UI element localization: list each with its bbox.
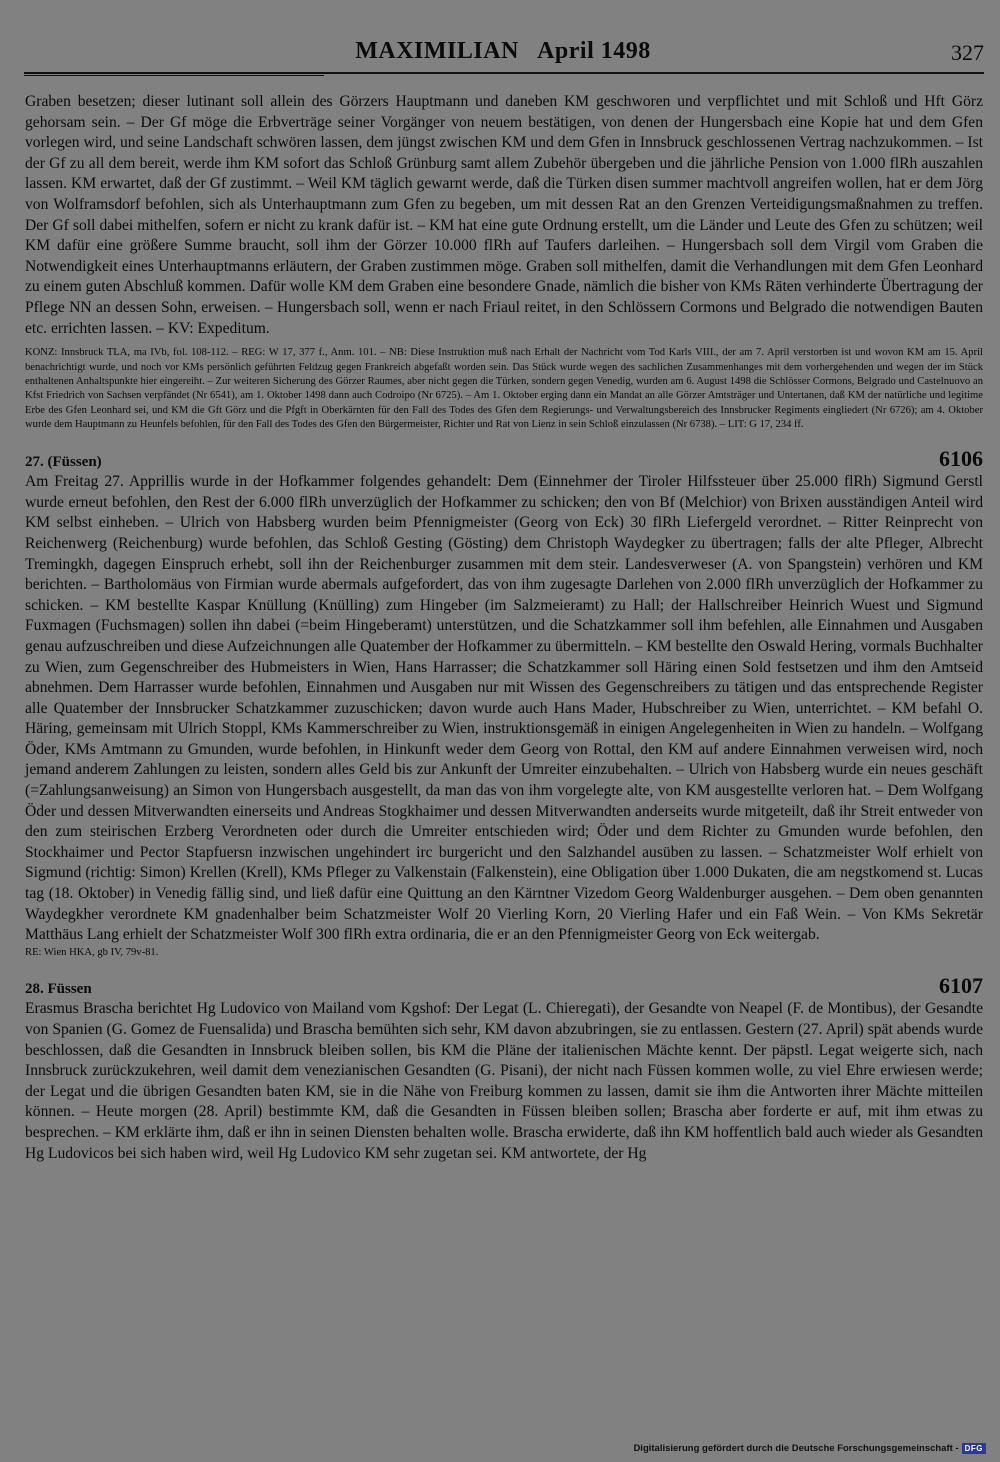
header-rule-thin (24, 75, 324, 76)
dfg-logo: DFG (962, 1443, 986, 1454)
entry-heading (25, 972, 983, 1000)
entry-continued (25, 92, 983, 433)
header-rule (24, 72, 984, 74)
entry-6106 (25, 445, 983, 960)
notes-paragraph: KONZ: Innsbruck TLA, ma IVb, fol. 108-112. – REG: W 17, 377 f., Anm. 101. – NB: Diese Instruktion muß nach Erhalt der Nachricht vom Tod Karls VIII., der am 7. April verstorben ist und wovon KM am 15. April benachrichtigt wurde, und noch vor KMs persönlich geführten Feldzug gegen Frankreich abgefaßt worden sein. Das Stück wurde wegen des sachlichen Zusammenhanges mit dem vorhergehenden und wegen der im Stück enthaltenen Anhaltspunkte hier eingereiht. – Zur weiteren Sicherung des Görzer Raumes, aber nicht gegen die Türken, sondern gegen Venedig, wurden am 6. August 1498 die Schlösser Cormons, Belgrado und Castelnuovo an Kfst Friedrich von Sachsen verpfändet (Nr 6541), am 1. Oktober 1498 dann auch Codroipo (Nr 6725). – Am 1. Oktober erging dann ein Mandat an alle Görzer Amtsträger und Untertanen, daß KM der natürliche und legitime Erbe des Gfen Leonhard sei, und KM die Gft Görz und die Pfgft in Oberkärnten für den Fall des Todes des Gfen dem Regierungs- und Verwaltungsbereich des Innsbrucker Regiments eingliedert (Nr 6726); am 4. Oktober wurde dem Hauptmann zu Heunfels befohlen, für den Fall des Todes des Gfen den Bürgermeister, Richter und Rat von Lienz in sein Schloß einzulassen (Nr 6738). – LIT: G 17, 234 ff. (25, 347, 983, 431)
entry-6107 (25, 972, 983, 1164)
entry-place-date: 27. (Füssen) (25, 453, 102, 470)
entry-reference: RE: Wien HKA, gb IV, 79v-81. (25, 946, 159, 958)
page-header (22, 38, 984, 68)
entry-continued-paragraph: Graben besetzen; dieser lutinant soll allein des Görzers Hauptmann und daneben KM geschworen und verpflichtet und mit Schloß und Hft Görz gehorsam sein. – Der Gf möge die Erbverträge seiner Vorgänger von neuem bestätigen, von denen der Hungersbach eine Kopie hat und dem Gfen vorlegen wird, und seine Landschaft schwören lassen, dem jüngst zwischen KM und dem Gfen in Innsbruck geschlossenen Vertrag nachzukommen. – Ist der Gf zu all dem bereit, werde ihm KM sofort das Schloß Grünburg samt allem Zubehör übergeben und die jährliche Pension von 1.000 flRh auszahlen lassen. KM erwartet, daß der Gf zustimmt. – Weil KM täglich gewarnt werde, daß die Türken disen summer machtvoll angreifen wollen, hat er dem Jörg von Wolframsdorf befohlen, sich als Unterhauptmann zum Gfen zu begeben, um mit dessen Rat an den Grenzen Verteidigungsmaßnahmen zu treffen. Der Gf soll dabei mithelfen, sofern er nicht zu krank dafür ist. – KM hat eine gute Ordnung erstellt, um die Länder und Leute des Gfen zu schützen; weil KM dafür eine größere Summe braucht, soll ihm der Görzer 10.000 flRh auf Taufers darleihen. – Hungersbach soll dem Virgil vom Graben die Notwendigkeit eines Unterhauptmanns erläutern, der Graben zustimmen möge. Graben soll mithelfen, damit die Verhandlungen mit dem Gfen Leonhard zu einem guten Abschluß kommen. Dafür wolle KM dem Graben eine besondere Gnade, nämlich die bisher von KMs Räten verhinderte Übertragung der Pflege NN an dessen Sohn, erweisen. – Hungersbach soll, wenn er nach Friaul reitet, in den Schlössern Cormons und Belgrado die notwendigen Bauten etc. errichten lassen. – KV: Expeditum. (25, 93, 983, 337)
entry-heading (25, 445, 983, 473)
entry-place-date: 28. Füssen (25, 980, 92, 997)
entry-continued-notes (25, 346, 983, 432)
credit-text: Digitalisierung gefördert durch die Deutsche Forschungsgemeinschaft - (633, 1443, 959, 1454)
running-title: MAXIMILIAN April 1498 (355, 38, 651, 64)
digitization-credit (633, 1443, 986, 1454)
entry-number: 6106 (939, 445, 983, 471)
page-body (25, 92, 983, 1164)
entry-number: 6107 (939, 972, 983, 998)
entry-paragraph: Am Freitag 27. Apprillis wurde in der Hofkammer folgendes gehandelt: Dem (Einnehmer der Tiroler Hilfssteuer über 25.000 flRh) Sigmund Gerstl wurde erneut befohlen, den Rest der 6.000 flRh unverzüglich der Hofkammer zu schicken; den von Bf (Melchior) von Brixen ausständigen Anteil wird KM selbst einheben. – Ulrich von Habsberg wurden beim Pfennigmeister (Georg von Eck) 30 flRh Liefergeld verordnet. – Ritter Reinprecht von Reichenwerg (Reichenburg) wurde befohlen, das Schloß Gesting (Gösting) dem Christoph Waydegker zu übertragen; falls der alte Pfleger, Albrecht Tremingkh, dagegen Einspruch erhebt, soll ihn der Reichenburger zusammen mit dem steir. Landesverweser (A. von Spangstein) verhören und KM berichten. – Bartholomäus von Firmian wurde abermals aufgefordert, das von ihm zugesagte Darlehen von 2.000 flRh unverzüglich der Hofkammer zu schicken. – KM bestellte Kaspar Knüllung (Knülling) zum Hingeber (im Salzmeieramt) zu Hall; der Hallschreiber Heinrich Wuest und Sigmund Fuxmagen (Fuchsmagen) sollen ihn dabei (=beim Hingeberamt) unterstützen, und die Schatzkammer soll ihm befehlen, alle Einnahmen und Ausgaben genau aufzuschreiben und diese Aufzeichnungen alle Quatember der Hofkammer zu übermitteln. – KM bestellte den Oswald Hering, vormals Buchhalter zu Wien, zum Gegenschreiber des Hubmeisters in Wien, Hans Harrasser; die Schatzkammer soll Häring einen Sold festsetzen und ihm den Amtseid abnehmen. Dem Harrasser wurde befohlen, Einnahmen und Ausgaben nur mit Wissen des Gegenschreibers zu tätigen und das entsprechende Register alle Quatember der Innsbrucker Schatzkammer zuzuschicken; davon wurde auch Hans Mader, Hubschreiber zu Wien, unterrichtet. – KM befahl O. Häring, gemeinsam mit Ulrich Stoppl, KMs Kammerschreiber zu Wien, instruktionsgemäß in einigen Angelegenheiten in Wien zu handeln. – Wolfgang Öder, KMs Amtmann zu Gmunden, wurde befohlen, in Hinkunft weder dem Georg von Rottal, den KM auf andere Einnahmen verweisen wird, noch jemand anderem Zahlungen zu leisten, sondern alles Geld bis zur Ankunft der Umreiter einzubehalten. – Ulrich von Habsberg wurde ein neues geschäft (=Zahlungsanweisung) an Simon von Hungersbach ausgestellt, da man das von ihm vorgelegte alte, von KM ausgestellte verloren hat. – Dem Wolfgang Öder und dessen Mitverwandten einerseits und Andreas Stogkhaimer und dessen Mitverwandten anderseits wurde mitgeteilt, daß ihr Streit entweder von den zum steirischen Erzberg Verordneten oder durch die Umreiter entschieden wird; Öder und dem Richter zu Gmunden wurde befohlen, den Stockhaimer und Pector Stapfuersn inzwischen ungehindert irc burgericht und den Salzhandel ausüben zu lassen. – Schatzmeister Wolf erhielt von Sigmund (richtig: Simon) Krellen (Krell), KMs Pfleger zu Valkenstain (Falkenstein), eine Obligation über 1.000 Dukaten, die am negstkomend st. Lucas tag (18. Oktober) in Venedig fällig sind, und ließ dafür eine Quittung an den Kärntner Vizedom Georg Waldenburger ausgehen. – Dem oben genannten Waydegkher verordnete KM gnadenhalber beim Schatzmeister Wolf 20 Vierling Korn, 20 Vierling Hafer und ein Faß Wein. – Von KMs Sekretär Matthäus Lang erhielt der Schatzmeister Wolf 300 flRh extra ordinaria, die er an den Pfennigmeister Georg von Eck weitergab. (25, 473, 983, 944)
entry-paragraph: Erasmus Brascha berichtet Hg Ludovico von Mailand vom Kgshof: Der Legat (L. Chieregati), der Gesandte von Neapel (F. de Montibus), der Gesandte von Spanien (G. Gomez de Fuensalida) und Brascha bemühten sich sehr, KM davon abzubringen, sie zu entlassen. Gestern (27. April) spät abends wurde beschlossen, daß die Gesandten in Innsbruck bleiben sollen, bis KM die Pläne der italienischen Mächte kennt. Der päpstl. Legat weigerte sich, nach Innsbruck zurückzukehren, weil damit dem venezianischen Gesandten (G. Pisani), der nicht nach Füssen kommen wolle, zu viel Ehre erwiesen werde; der Legat und die übrigen Gesandten baten KM, sie in die Nähe von Freiburg kommen zu lassen, damit sie ihm die Antworten ihrer Mächte mitteilen können. – Heute morgen (28. April) bestimmte KM, daß die Gesandten in Füssen bleiben sollen; Brascha aber forderte er auf, mit ihm etwas zu besprechen. – KM erklärte ihm, daß er ihn in seinen Diensten behalten wolle. Brascha erwiderte, daß ihn KM hoffentlich bald auch wieder als Gesandten Hg Ludovicos bei sich haben wird, weil Hg Ludovico KM sehr zugetan sei. KM antwortete, der Hg (25, 1000, 983, 1162)
page-number: 327 (951, 40, 984, 65)
